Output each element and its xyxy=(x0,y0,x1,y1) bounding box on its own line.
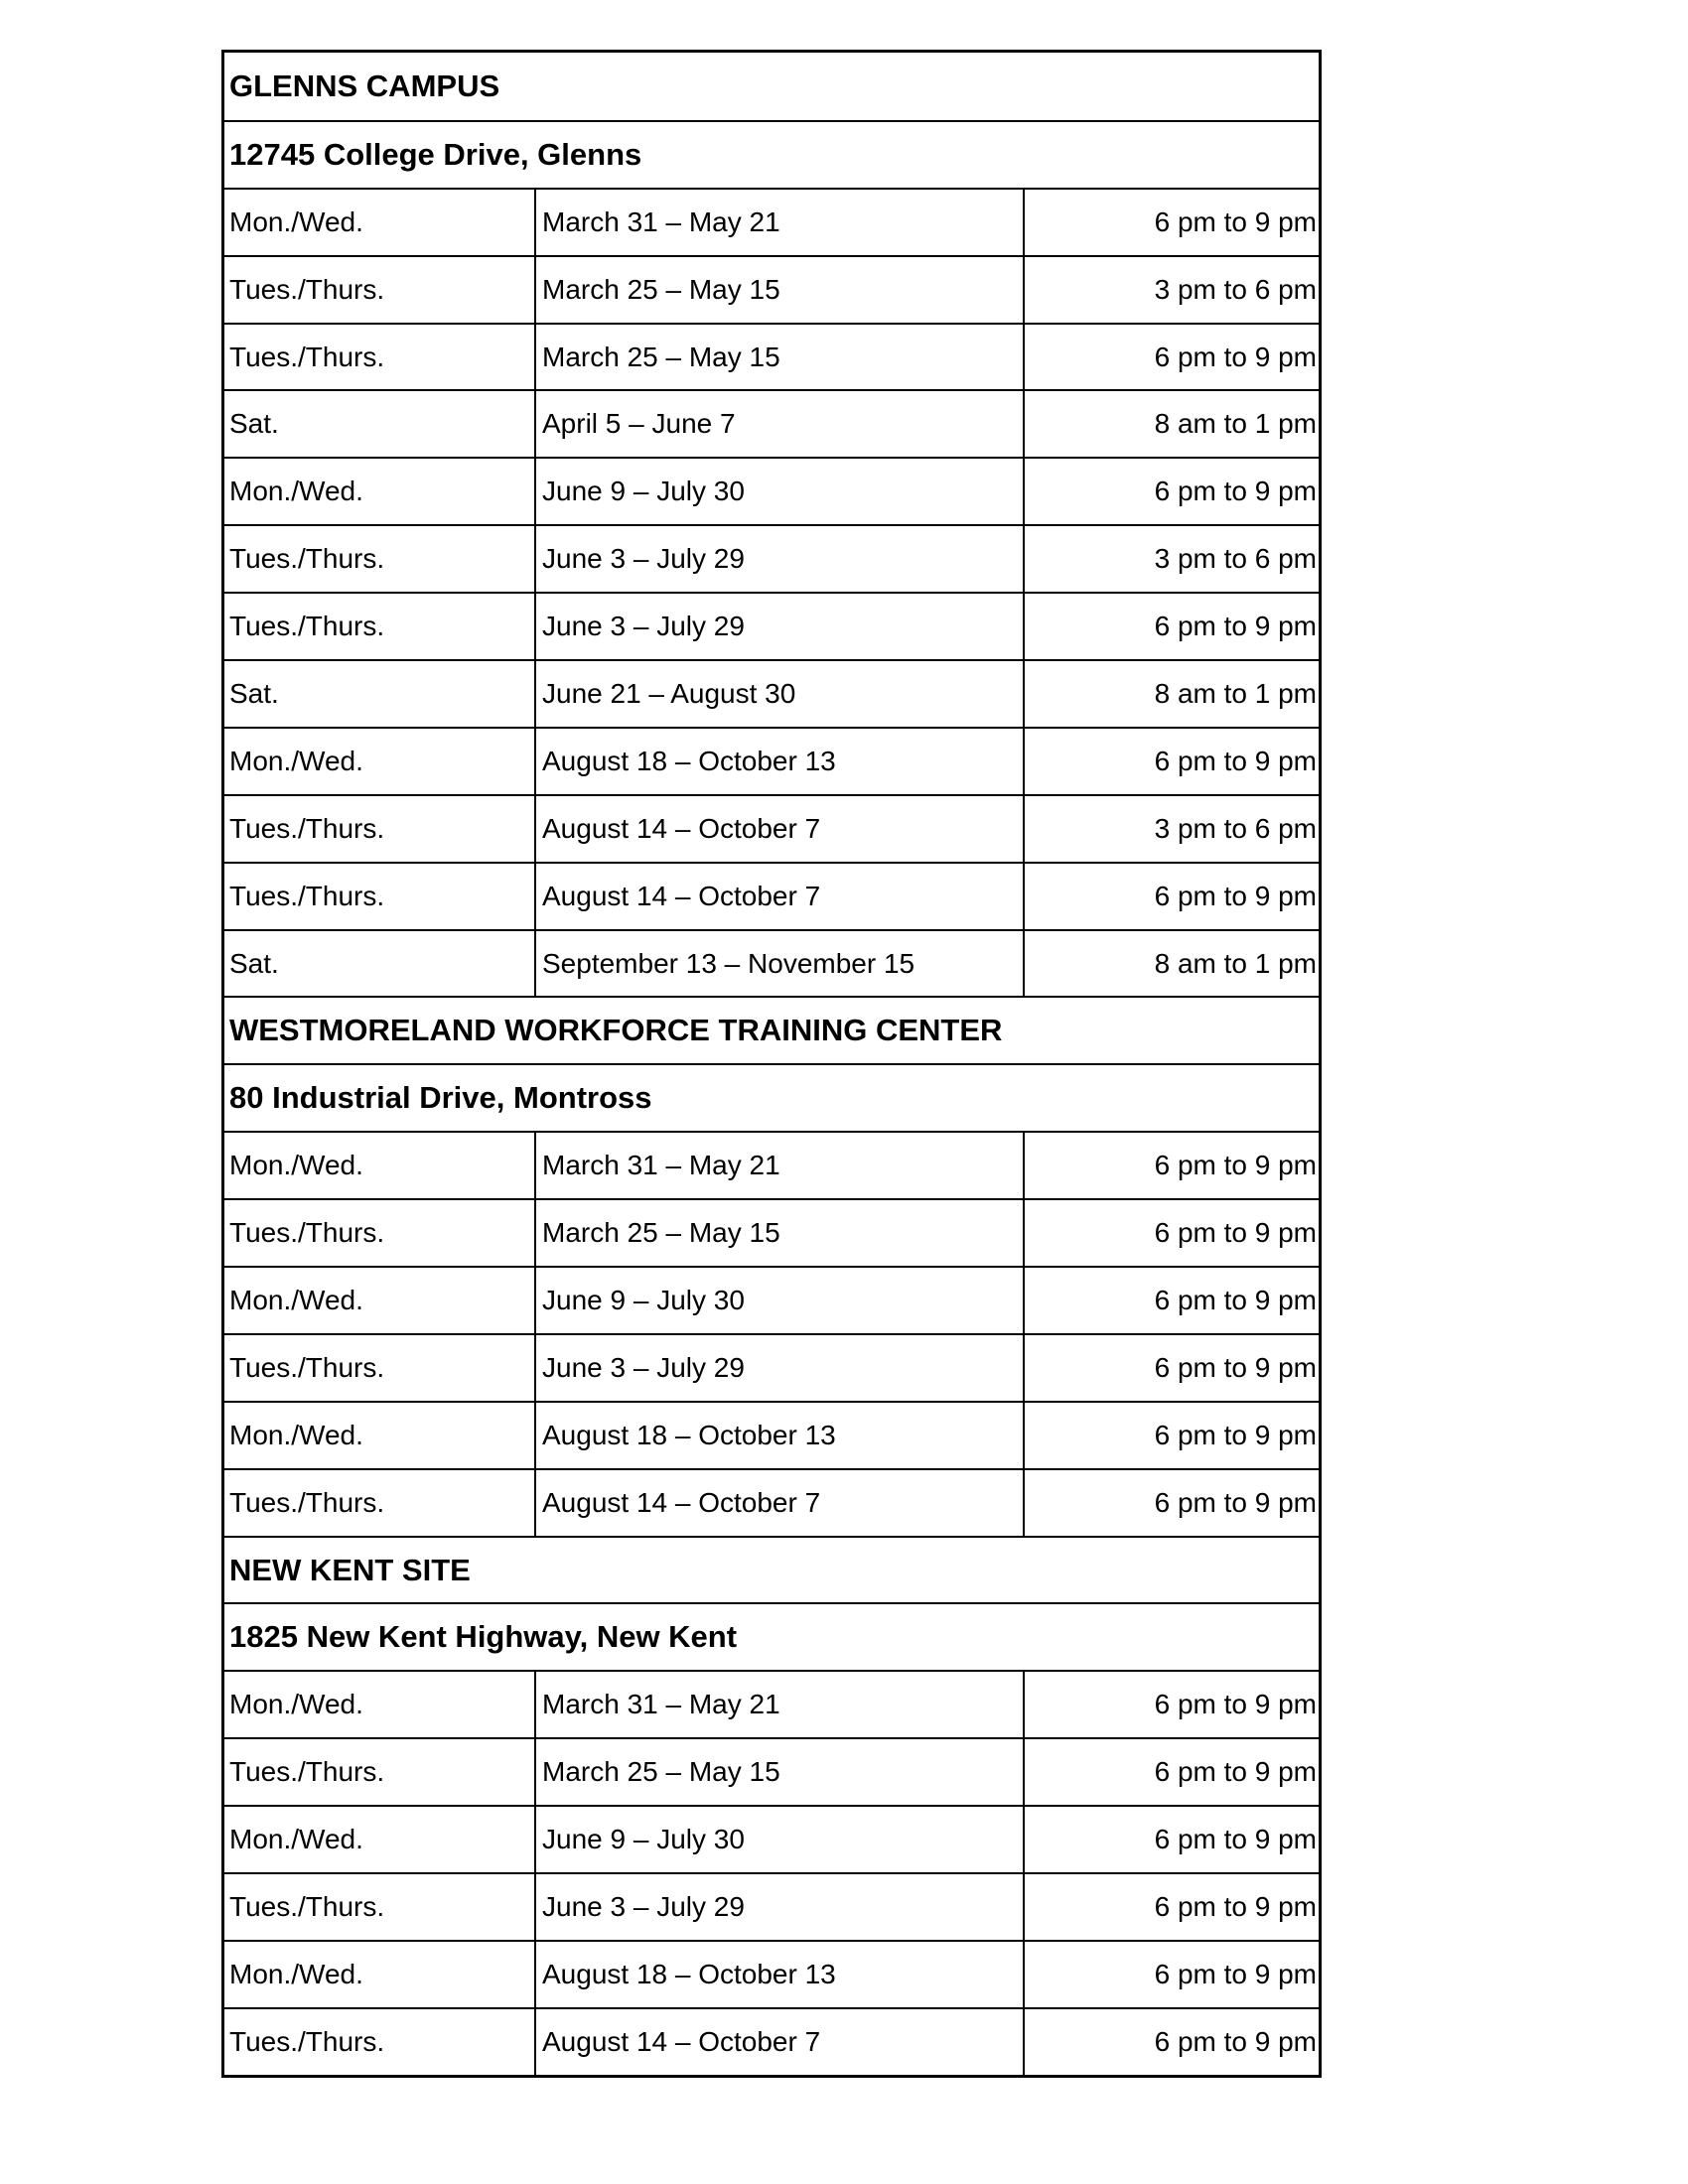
schedule-row xyxy=(224,1805,1319,1872)
dates-cell: June 9 – July 30 xyxy=(536,459,1025,524)
section-address: 1825 New Kent Highway, New Kent xyxy=(229,1619,738,1655)
days-cell: Sat. xyxy=(224,661,536,727)
section-address-row xyxy=(224,1063,1319,1131)
section-title: NEW KENT SITE xyxy=(229,1552,471,1587)
days-cell: Tues./Thurs. xyxy=(224,594,536,659)
time-cell: 6 pm to 9 pm xyxy=(1154,745,1317,776)
dates-cell: March 31 – May 21 xyxy=(536,190,1025,255)
days-cell: Tues./Thurs. xyxy=(224,2009,536,2075)
section-address-row xyxy=(224,1602,1319,1670)
days-cell: Mon./Wed. xyxy=(224,1807,536,1872)
days-cell: Mon./Wed. xyxy=(224,459,536,524)
schedule-row xyxy=(224,862,1319,929)
section-address: 80 Industrial Drive, Montross xyxy=(229,1080,652,1116)
time-cell: 6 pm to 9 pm xyxy=(1154,1958,1317,1989)
time-cell: 6 pm to 9 pm xyxy=(1154,205,1317,237)
dates-cell: August 14 – October 7 xyxy=(536,2009,1025,2075)
days-cell: Tues./Thurs. xyxy=(224,1470,536,1536)
time-cell: 6 pm to 9 pm xyxy=(1154,1419,1317,1450)
days-cell: Tues./Thurs. xyxy=(224,257,536,323)
days-cell: Sat. xyxy=(224,931,536,997)
schedule-row xyxy=(224,255,1319,323)
time-cell: 6 pm to 9 pm xyxy=(1154,1890,1317,1922)
dates-cell: June 9 – July 30 xyxy=(536,1807,1025,1872)
schedule-row xyxy=(224,1333,1319,1401)
class-schedule-table xyxy=(221,50,1322,2078)
schedule-row xyxy=(224,1401,1319,1468)
schedule-row xyxy=(224,1737,1319,1805)
section-title: GLENNS CAMPUS xyxy=(229,68,500,103)
section-title-row xyxy=(224,53,1319,120)
schedule-row xyxy=(224,1131,1319,1198)
section-title: WESTMORELAND WORKFORCE TRAINING CENTER xyxy=(229,1013,1003,1048)
dates-cell: March 25 – May 15 xyxy=(536,257,1025,323)
dates-cell: June 21 – August 30 xyxy=(536,661,1025,727)
time-cell: 6 pm to 9 pm xyxy=(1154,1217,1317,1249)
days-cell: Tues./Thurs. xyxy=(224,1335,536,1401)
section-title-row xyxy=(224,1536,1319,1603)
schedule-row xyxy=(224,1266,1319,1333)
days-cell: Tues./Thurs. xyxy=(224,796,536,862)
schedule-row xyxy=(224,1670,1319,1737)
days-cell: Mon./Wed. xyxy=(224,190,536,255)
time-cell: 3 pm to 6 pm xyxy=(1154,812,1317,844)
dates-cell: March 31 – May 21 xyxy=(536,1133,1025,1198)
schedule-row xyxy=(224,188,1319,255)
dates-cell: August 18 – October 13 xyxy=(536,1942,1025,2007)
dates-cell: August 14 – October 7 xyxy=(536,864,1025,929)
schedule-row xyxy=(224,1468,1319,1536)
dates-cell: March 25 – May 15 xyxy=(536,1200,1025,1266)
time-cell: 6 pm to 9 pm xyxy=(1154,476,1317,507)
schedule-row xyxy=(224,524,1319,592)
days-cell: Tues./Thurs. xyxy=(224,1874,536,1940)
schedule-row xyxy=(224,794,1319,862)
section-address-row xyxy=(224,120,1319,188)
time-cell: 6 pm to 9 pm xyxy=(1154,1284,1317,1315)
days-cell: Tues./Thurs. xyxy=(224,864,536,929)
time-cell: 6 pm to 9 pm xyxy=(1154,1824,1317,1855)
days-cell: Sat. xyxy=(224,391,536,457)
dates-cell: June 3 – July 29 xyxy=(536,1335,1025,1401)
schedule-row xyxy=(224,457,1319,524)
dates-cell: September 13 – November 15 xyxy=(536,931,1025,997)
time-cell: 6 pm to 9 pm xyxy=(1154,880,1317,911)
schedule-row xyxy=(224,1198,1319,1266)
time-cell: 6 pm to 9 pm xyxy=(1154,1150,1317,1181)
dates-cell: April 5 – June 7 xyxy=(536,391,1025,457)
dates-cell: June 9 – July 30 xyxy=(536,1268,1025,1333)
dates-cell: June 3 – July 29 xyxy=(536,594,1025,659)
days-cell: Mon./Wed. xyxy=(224,1672,536,1737)
days-cell: Mon./Wed. xyxy=(224,1403,536,1468)
schedule-row xyxy=(224,1872,1319,1940)
days-cell: Mon./Wed. xyxy=(224,1942,536,2007)
time-cell: 8 am to 1 pm xyxy=(1154,408,1317,440)
dates-cell: June 3 – July 29 xyxy=(536,1874,1025,1940)
time-cell: 6 pm to 9 pm xyxy=(1154,611,1317,642)
schedule-row xyxy=(224,2007,1319,2075)
schedule-row xyxy=(224,659,1319,727)
dates-cell: March 25 – May 15 xyxy=(536,1739,1025,1805)
section-title-row xyxy=(224,996,1319,1063)
time-cell: 6 pm to 9 pm xyxy=(1154,2025,1317,2057)
dates-cell: March 25 – May 15 xyxy=(536,325,1025,390)
time-cell: 6 pm to 9 pm xyxy=(1154,341,1317,372)
days-cell: Mon./Wed. xyxy=(224,1133,536,1198)
schedule-row xyxy=(224,727,1319,794)
days-cell: Mon./Wed. xyxy=(224,729,536,794)
time-cell: 6 pm to 9 pm xyxy=(1154,1689,1317,1720)
days-cell: Tues./Thurs. xyxy=(224,1739,536,1805)
schedule-row xyxy=(224,1940,1319,2007)
schedule-row xyxy=(224,929,1319,997)
dates-cell: June 3 – July 29 xyxy=(536,526,1025,592)
time-cell: 6 pm to 9 pm xyxy=(1154,1486,1317,1518)
dates-cell: August 18 – October 13 xyxy=(536,1403,1025,1468)
schedule-row xyxy=(224,389,1319,457)
days-cell: Tues./Thurs. xyxy=(224,526,536,592)
time-cell: 3 pm to 6 pm xyxy=(1154,273,1317,305)
dates-cell: August 14 – October 7 xyxy=(536,796,1025,862)
days-cell: Tues./Thurs. xyxy=(224,1200,536,1266)
schedule-row xyxy=(224,323,1319,390)
dates-cell: August 14 – October 7 xyxy=(536,1470,1025,1536)
days-cell: Tues./Thurs. xyxy=(224,325,536,390)
time-cell: 6 pm to 9 pm xyxy=(1154,1756,1317,1788)
section-address: 12745 College Drive, Glenns xyxy=(229,136,642,172)
time-cell: 8 am to 1 pm xyxy=(1154,947,1317,979)
time-cell: 8 am to 1 pm xyxy=(1154,677,1317,709)
dates-cell: March 31 – May 21 xyxy=(536,1672,1025,1737)
days-cell: Mon./Wed. xyxy=(224,1268,536,1333)
time-cell: 3 pm to 6 pm xyxy=(1154,543,1317,575)
dates-cell: August 18 – October 13 xyxy=(536,729,1025,794)
schedule-row xyxy=(224,592,1319,659)
time-cell: 6 pm to 9 pm xyxy=(1154,1351,1317,1383)
